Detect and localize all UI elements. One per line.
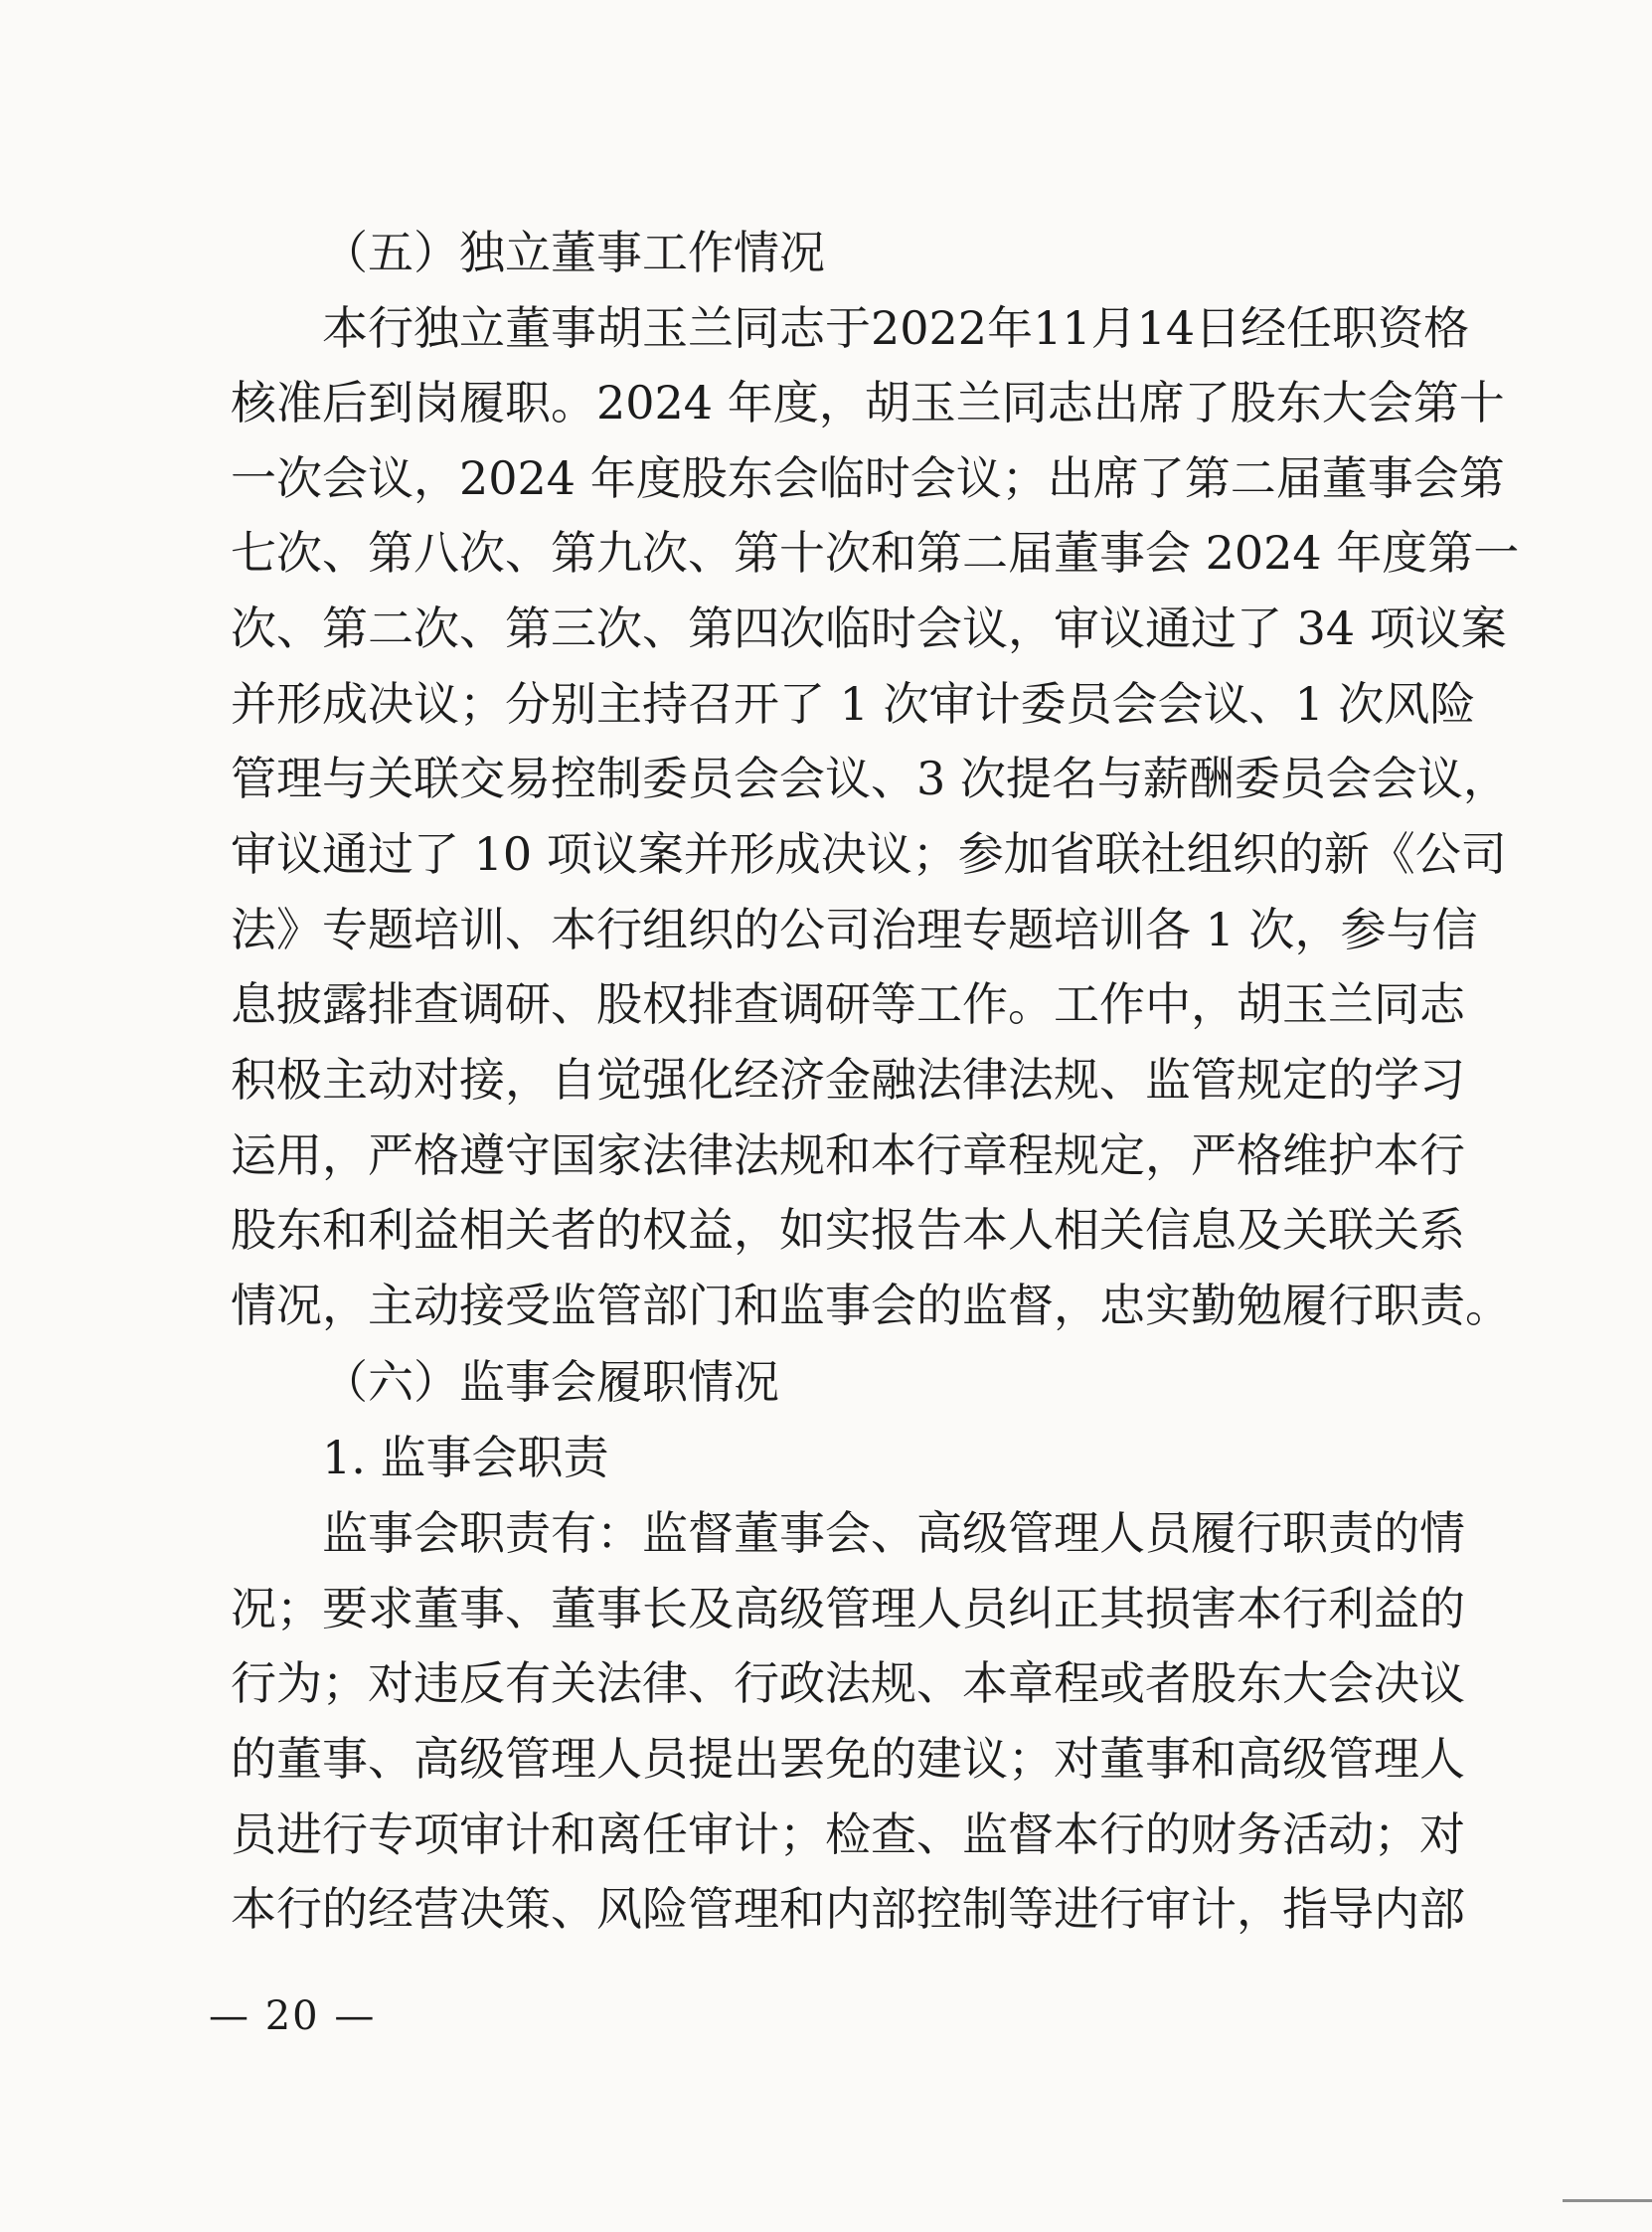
paragraph-line: 审议通过了 10 项议案并形成决议；参加省联社组织的新《公司 xyxy=(231,827,1507,881)
paragraph-line: 一次会议，2024 年度股东会临时会议；出席了第二届董事会第 xyxy=(231,451,1505,505)
paragraph-line: 股东和利益相关者的权益，如实报告本人相关信息及关联关系 xyxy=(231,1203,1465,1257)
paragraph-line: 并形成决议；分别主持召开了 1 次审计委员会会议、1 次风险 xyxy=(231,677,1476,731)
paragraph-line: 法》专题培训、本行组织的公司治理专题培训各 1 次，参与信 xyxy=(231,903,1478,956)
page-number: — 20 — xyxy=(209,1993,377,2039)
paragraph-line: 员进行专项审计和离任审计；检查、监督本行的财务活动；对 xyxy=(231,1807,1465,1861)
paragraph-line: 核准后到岗履职。2024 年度，胡玉兰同志出席了股东大会第十 xyxy=(231,376,1505,429)
paragraph-line: 息披露排查调研、股权排查调研等工作。工作中，胡玉兰同志 xyxy=(231,977,1465,1031)
subsection-heading-duties: 1. 监事会职责 xyxy=(322,1431,609,1484)
paragraph-line: 行为；对违反有关法律、行政法规、本章程或者股东大会决议 xyxy=(231,1656,1465,1710)
section-heading-supervisory-board: （六）监事会履职情况 xyxy=(322,1355,779,1409)
paragraph-line: 况；要求董事、董事长及高级管理人员纠正其损害本行利益的 xyxy=(231,1582,1465,1635)
paragraph-line: 管理与关联交易控制委员会会议、3 次提名与薪酬委员会会议， xyxy=(231,752,1509,805)
paragraph-line: 情况，主动接受监管部门和监事会的监督，忠实勤勉履行职责。 xyxy=(231,1279,1511,1332)
paragraph-line: 运用，严格遵守国家法律法规和本行章程规定，严格维护本行 xyxy=(231,1128,1465,1182)
paragraph-line: 积极主动对接，自觉强化经济金融法律法规、监管规定的学习 xyxy=(231,1053,1465,1107)
paragraph-line: 本行的经营决策、风险管理和内部控制等进行审计，指导内部 xyxy=(231,1882,1465,1936)
scan-edge-mark xyxy=(1563,2199,1652,2202)
paragraph-line: 七次、第八次、第九次、第十次和第二届董事会 2024 年度第一 xyxy=(231,526,1520,580)
paragraph-line: 本行独立董事胡玉兰同志于2022年11月14日经任职资格 xyxy=(322,301,1470,355)
paragraph-line: 次、第二次、第三次、第四次临时会议，审议通过了 34 项议案 xyxy=(231,601,1507,655)
paragraph-line: 的董事、高级管理人员提出罢免的建议；对董事和高级管理人 xyxy=(231,1732,1465,1786)
section-heading-independent-director: （五）独立董事工作情况 xyxy=(322,226,825,279)
paragraph-line: 监事会职责有：监督董事会、高级管理人员履行职责的情 xyxy=(322,1506,1465,1560)
